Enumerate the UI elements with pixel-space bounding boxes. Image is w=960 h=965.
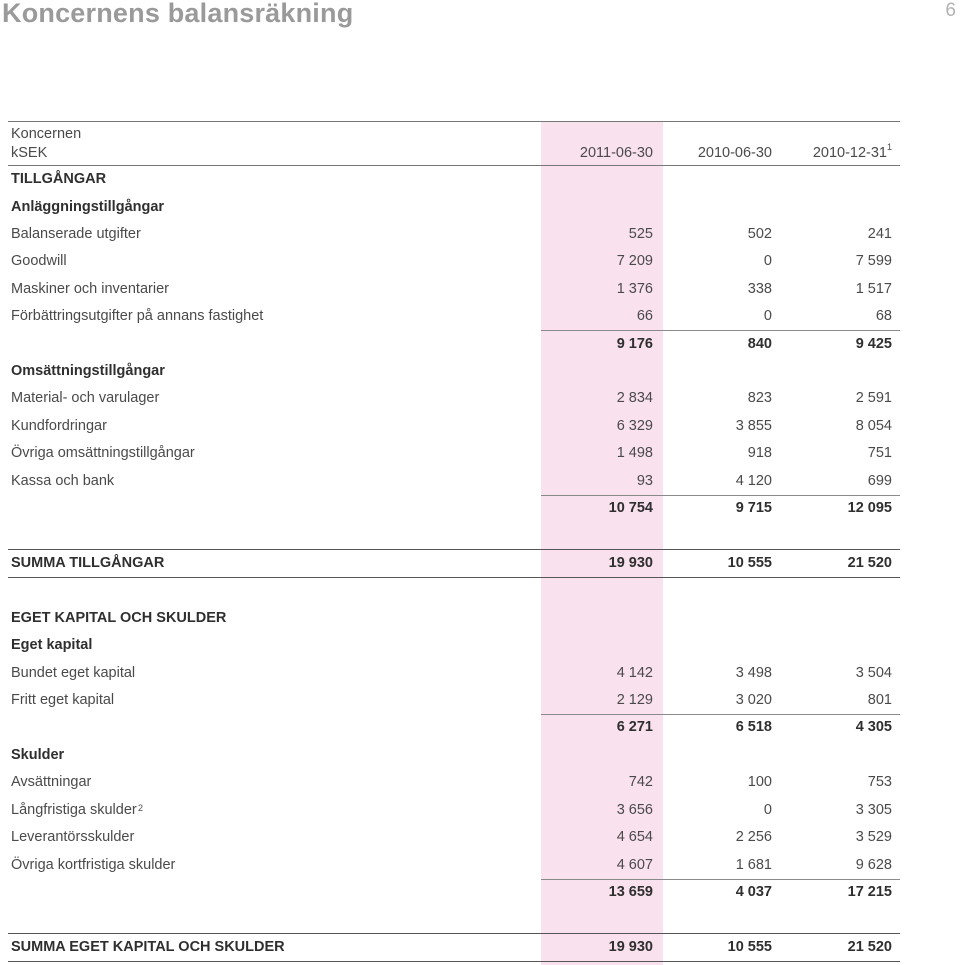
table-row bbox=[0, 797, 960, 824]
cell-col-1: 9 176 bbox=[616, 336, 653, 352]
row-label: Omsättningstillgångar bbox=[11, 363, 165, 379]
cell-col-2: 823 bbox=[747, 390, 772, 406]
row-label: Eget kapital bbox=[11, 637, 93, 653]
cell-col-3: 241 bbox=[867, 226, 892, 242]
cell-col-2: 502 bbox=[747, 226, 772, 242]
cell-col-1: 4 142 bbox=[616, 665, 653, 681]
table-row bbox=[0, 468, 960, 495]
table-header-row bbox=[0, 140, 960, 167]
cell-col-3: 68 bbox=[875, 308, 892, 324]
table-row bbox=[0, 221, 960, 248]
row-label: Avsättningar bbox=[11, 774, 92, 790]
cell-col-2: 4 037 bbox=[735, 884, 772, 900]
table-row bbox=[0, 605, 960, 632]
table-row bbox=[0, 248, 960, 275]
row-label: Maskiner och inventarier bbox=[11, 281, 169, 297]
cell-col-1: 19 930 bbox=[608, 555, 653, 571]
cell-col-2: 2 256 bbox=[735, 829, 772, 845]
cell-col-3: 3 305 bbox=[855, 802, 892, 818]
cell-col-2: 0 bbox=[763, 253, 772, 269]
cell-col-3: 17 215 bbox=[847, 884, 892, 900]
cell-col-2: 3 855 bbox=[735, 418, 772, 434]
cell-col-1: 1 498 bbox=[616, 445, 653, 461]
row-label: Kundfordringar bbox=[11, 418, 107, 434]
table-row bbox=[0, 769, 960, 796]
cell-col-3: 12 095 bbox=[847, 500, 892, 516]
cell-col-2: 3 020 bbox=[735, 692, 772, 708]
row-label: Förbättringsutgifter på annans fastighet bbox=[11, 308, 264, 324]
table-row bbox=[0, 194, 960, 221]
column-header-3: $2010-12-31^1$ bbox=[812, 142, 892, 161]
cell-col-2: 100 bbox=[747, 774, 772, 790]
row-label: TILLGÅNGAR bbox=[11, 171, 107, 187]
row-label: SUMMA EGET KAPITAL OCH SKULDER bbox=[11, 939, 285, 955]
cell-col-3: 699 bbox=[867, 473, 892, 489]
cell-col-1: 6 329 bbox=[616, 418, 653, 434]
row-label: Anläggningstillgångar bbox=[11, 199, 165, 215]
cell-col-2: 840 bbox=[747, 336, 772, 352]
table-row bbox=[0, 303, 960, 330]
table-row bbox=[0, 879, 960, 906]
cell-col-2: 3 498 bbox=[735, 665, 772, 681]
table-row bbox=[0, 934, 960, 961]
page-number: 6 bbox=[945, 0, 956, 21]
unit-label: kSEK bbox=[11, 145, 48, 161]
entity-label: Koncernen bbox=[11, 126, 82, 142]
cell-col-3: 801 bbox=[867, 692, 892, 708]
table-row bbox=[0, 495, 960, 522]
cell-col-1: 6 271 bbox=[616, 719, 653, 735]
table-row bbox=[0, 550, 960, 577]
cell-col-2: 9 715 bbox=[735, 500, 772, 516]
total-rule bbox=[8, 577, 900, 578]
table-row bbox=[0, 714, 960, 741]
cell-col-3: 7 599 bbox=[855, 253, 892, 269]
footnote-marker: 2 bbox=[138, 803, 144, 813]
row-label: Fritt eget kapital bbox=[11, 692, 115, 708]
total-rule bbox=[8, 933, 900, 934]
cell-col-1: 525 bbox=[628, 226, 653, 242]
column-header-2: 2010-06-30 bbox=[697, 145, 772, 161]
cell-col-3: 753 bbox=[867, 774, 892, 790]
page-title: Koncernens balansräkning bbox=[2, 0, 354, 28]
row-label: Övriga omsättningstillgångar bbox=[11, 445, 195, 461]
cell-col-1: 66 bbox=[636, 308, 653, 324]
row-label: Leverantörsskulder bbox=[11, 829, 135, 845]
table-row bbox=[0, 687, 960, 714]
row-label: Långfristiga skulder bbox=[11, 802, 137, 818]
cell-col-3: 8 054 bbox=[855, 418, 892, 434]
cell-col-2: 10 555 bbox=[727, 555, 772, 571]
table-row bbox=[0, 440, 960, 467]
cell-col-3: 2 591 bbox=[855, 390, 892, 406]
cell-col-3: 9 628 bbox=[855, 857, 892, 873]
cell-col-1: 1 376 bbox=[616, 281, 653, 297]
cell-col-3: 4 305 bbox=[855, 719, 892, 735]
total-rule bbox=[8, 549, 900, 550]
table-row bbox=[0, 824, 960, 851]
cell-col-2: 10 555 bbox=[727, 939, 772, 955]
row-label: EGET KAPITAL OCH SKULDER bbox=[11, 610, 227, 626]
table-row bbox=[0, 385, 960, 412]
row-label: Övriga kortfristiga skulder bbox=[11, 857, 176, 873]
cell-col-3: 751 bbox=[867, 445, 892, 461]
cell-col-1: 10 754 bbox=[608, 500, 653, 516]
table-row bbox=[0, 852, 960, 879]
table-row bbox=[0, 331, 960, 358]
cell-col-3: 3 504 bbox=[855, 665, 892, 681]
row-label: SUMMA TILLGÅNGAR bbox=[11, 555, 165, 571]
row-label: Balanserade utgifter bbox=[11, 226, 141, 242]
cell-col-1: 19 930 bbox=[608, 939, 653, 955]
cell-col-3: 9 425 bbox=[855, 336, 892, 352]
cell-col-1: 7 209 bbox=[616, 253, 653, 269]
row-label: Bundet eget kapital bbox=[11, 665, 136, 681]
table-row bbox=[0, 166, 960, 193]
table-row bbox=[0, 276, 960, 303]
table-row bbox=[0, 413, 960, 440]
cell-col-3: 3 529 bbox=[855, 829, 892, 845]
cell-col-1: 4 654 bbox=[616, 829, 653, 845]
cell-col-2: 0 bbox=[763, 802, 772, 818]
column-header-1: 2011-06-30 bbox=[579, 145, 653, 161]
table-row bbox=[0, 660, 960, 687]
cell-col-1: 3 656 bbox=[616, 802, 653, 818]
table-row bbox=[0, 632, 960, 659]
table-row bbox=[0, 742, 960, 769]
cell-col-3: 21 520 bbox=[847, 939, 892, 955]
cell-col-1: 742 bbox=[628, 774, 653, 790]
total-rule bbox=[8, 961, 900, 962]
cell-col-2: 6 518 bbox=[735, 719, 772, 735]
row-label: Kassa och bank bbox=[11, 473, 115, 489]
cell-col-1: 2 129 bbox=[616, 692, 653, 708]
cell-col-2: 1 681 bbox=[735, 857, 772, 873]
cell-col-2: 338 bbox=[747, 281, 772, 297]
table-row bbox=[0, 358, 960, 385]
row-label: Material- och varulager bbox=[11, 390, 160, 406]
cell-col-2: 918 bbox=[747, 445, 772, 461]
row-label: Skulder bbox=[11, 747, 65, 763]
cell-col-1: 4 607 bbox=[616, 857, 653, 873]
cell-col-3: 1 517 bbox=[855, 281, 892, 297]
cell-col-3: 21 520 bbox=[847, 555, 892, 571]
cell-col-1: 2 834 bbox=[616, 390, 653, 406]
row-label: Goodwill bbox=[11, 253, 67, 269]
cell-col-1: 93 bbox=[636, 473, 653, 489]
cell-col-1: 13 659 bbox=[608, 884, 653, 900]
cell-col-2: 0 bbox=[763, 308, 772, 324]
cell-col-2: 4 120 bbox=[735, 473, 772, 489]
